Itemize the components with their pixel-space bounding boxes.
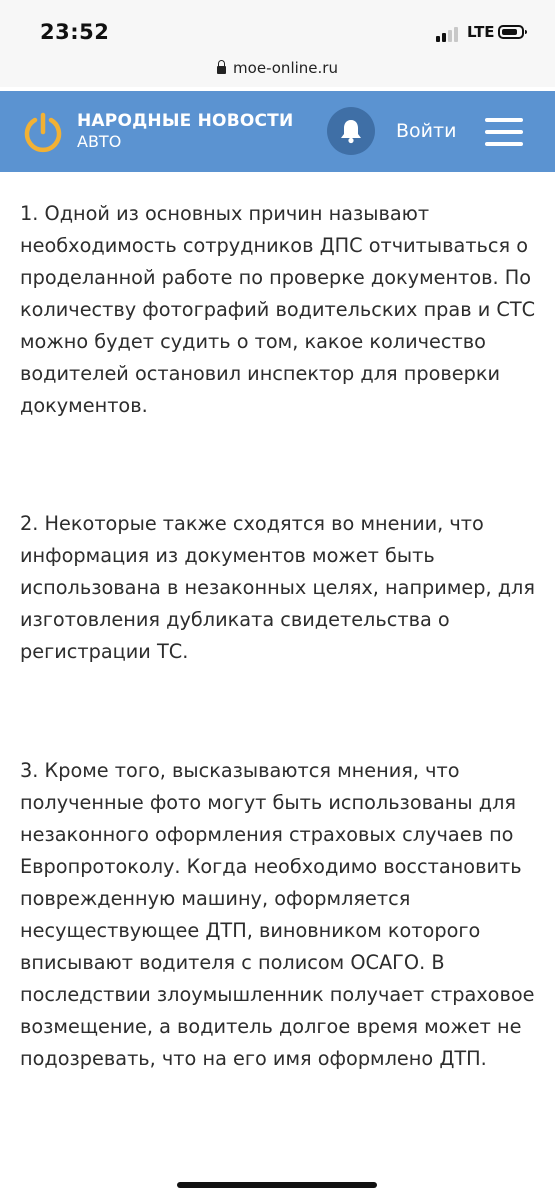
bell-icon <box>339 118 363 144</box>
article-paragraph-2: 2. Некоторые также сходятся во мнении, что информация из документов может быть использована в незаконных целях, например, для изготовления дубликата свидетельства о регистрации ТС. <box>20 512 535 663</box>
menu-icon[interactable] <box>485 118 523 146</box>
battery-icon <box>498 25 524 39</box>
network-type: LTE <box>467 23 495 41</box>
status-time: 23:52 <box>40 20 110 44</box>
lock-icon <box>217 66 226 74</box>
site-header <box>0 91 555 172</box>
notifications-button[interactable] <box>327 107 375 155</box>
signal-strength-icon <box>436 24 462 42</box>
home-indicator[interactable] <box>177 1182 377 1188</box>
login-link[interactable]: Войти <box>396 120 457 142</box>
brand-subtitle[interactable]: АВТО <box>77 132 122 151</box>
url-text: moe-online.ru <box>233 59 338 77</box>
article-paragraph-1: 1. Одной из основных причин называют необходимость сотрудников ДПС отчитываться о проделанной работе по проверке документов. По количеству фотографий водительских прав и СТС можно будет судить о том, какое количество водителей остановил инспектор для проверки документов. <box>20 202 536 417</box>
browser-address-bar[interactable] <box>0 55 555 87</box>
power-logo-icon[interactable] <box>22 111 64 153</box>
brand-title[interactable]: НАРОДНЫЕ НОВОСТИ <box>77 111 294 131</box>
article-paragraph-3: 3. Кроме того, высказываются мнения, что полученные фото могут быть использованы для незаконного оформления страховых случаев по Европротоколу. Когда необходимо восстановить поврежденную машину, оформляется несуществующее ДТП, виновником которого вписывают водителя с полисом ОСАГО. В последствии злоумышленник получает страховое возмещение, а водитель долгое время может не подозревать, что на его имя оформлено ДТП. <box>20 759 535 1070</box>
